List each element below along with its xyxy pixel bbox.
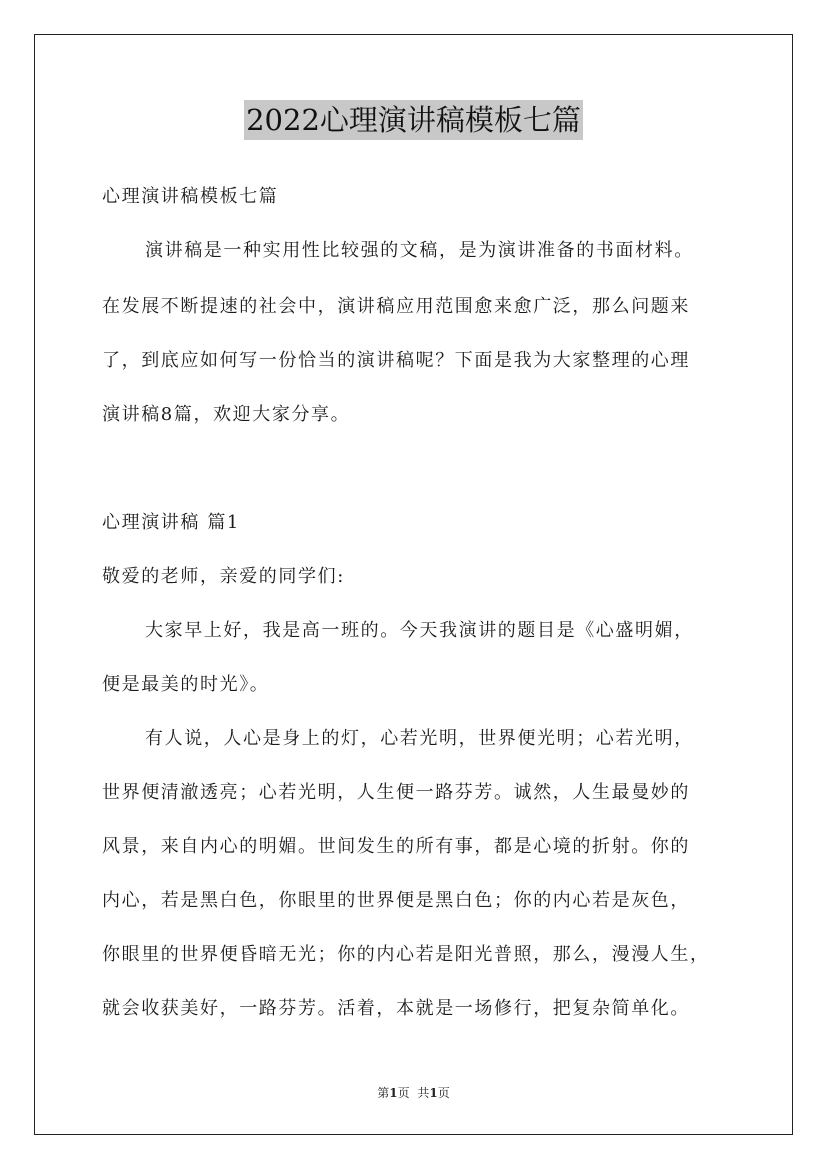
intro-line: 在发展不断提速的社会中，演讲稿应用范围愈来愈广泛，那么问题来 [102,296,690,317]
paragraph-line: 便是最美的时光》。 [102,674,270,695]
total-pages: 1 [429,1086,438,1100]
intro-line: 演讲稿是一种实用性比较强的文稿，是为演讲准备的书面材料。 [145,240,694,261]
paragraph-line: 你眼里的世界便昏暗无光；你的内心若是阳光普照，那么，漫漫人生， [102,944,710,965]
subtitle: 心理演讲稿模板七篇 [102,186,279,207]
page-number: 1 [389,1086,398,1100]
section-heading: 心理演讲稿 篇1 [102,512,240,533]
page-prefix: 第 [377,1086,390,1100]
salutation: 敬爱的老师，亲爱的同学们: [102,566,345,587]
paragraph-line: 大家早上好，我是高一班的。今天我演讲的题目是《心盛明媚， [145,620,694,641]
page-footer [0,1084,827,1101]
paragraph-line: 内心，若是黑白色，你眼里的世界便是黑白色；你的内心若是灰色， [102,890,690,911]
title-container [0,100,827,140]
intro-line: 了，到底应如何写一份恰当的演讲稿呢？下面是我为大家整理的心理 [102,350,690,371]
paragraph-line: 有人说，人心是身上的灯，心若光明，世界便光明；心若光明， [145,728,694,749]
page-suffix: 页 [397,1086,410,1100]
paragraph-line: 风景，来自内心的明媚。世间发生的所有事，都是心境的折射。你的 [102,836,690,857]
document-title: 2022心理演讲稿模板七篇 [244,100,583,140]
intro-line: 演讲稿8篇，欢迎大家分享。 [102,404,351,425]
paragraph-line: 世界便清澈透亮；心若光明，人生便一路芬芳。诚然，人生最曼妙的 [102,782,690,803]
total-suffix: 页 [437,1086,450,1100]
paragraph-line: 就会收获美好，一路芬芳。活着，本就是一场修行，把复杂简单化。 [102,998,690,1019]
total-prefix: 共 [417,1086,430,1100]
